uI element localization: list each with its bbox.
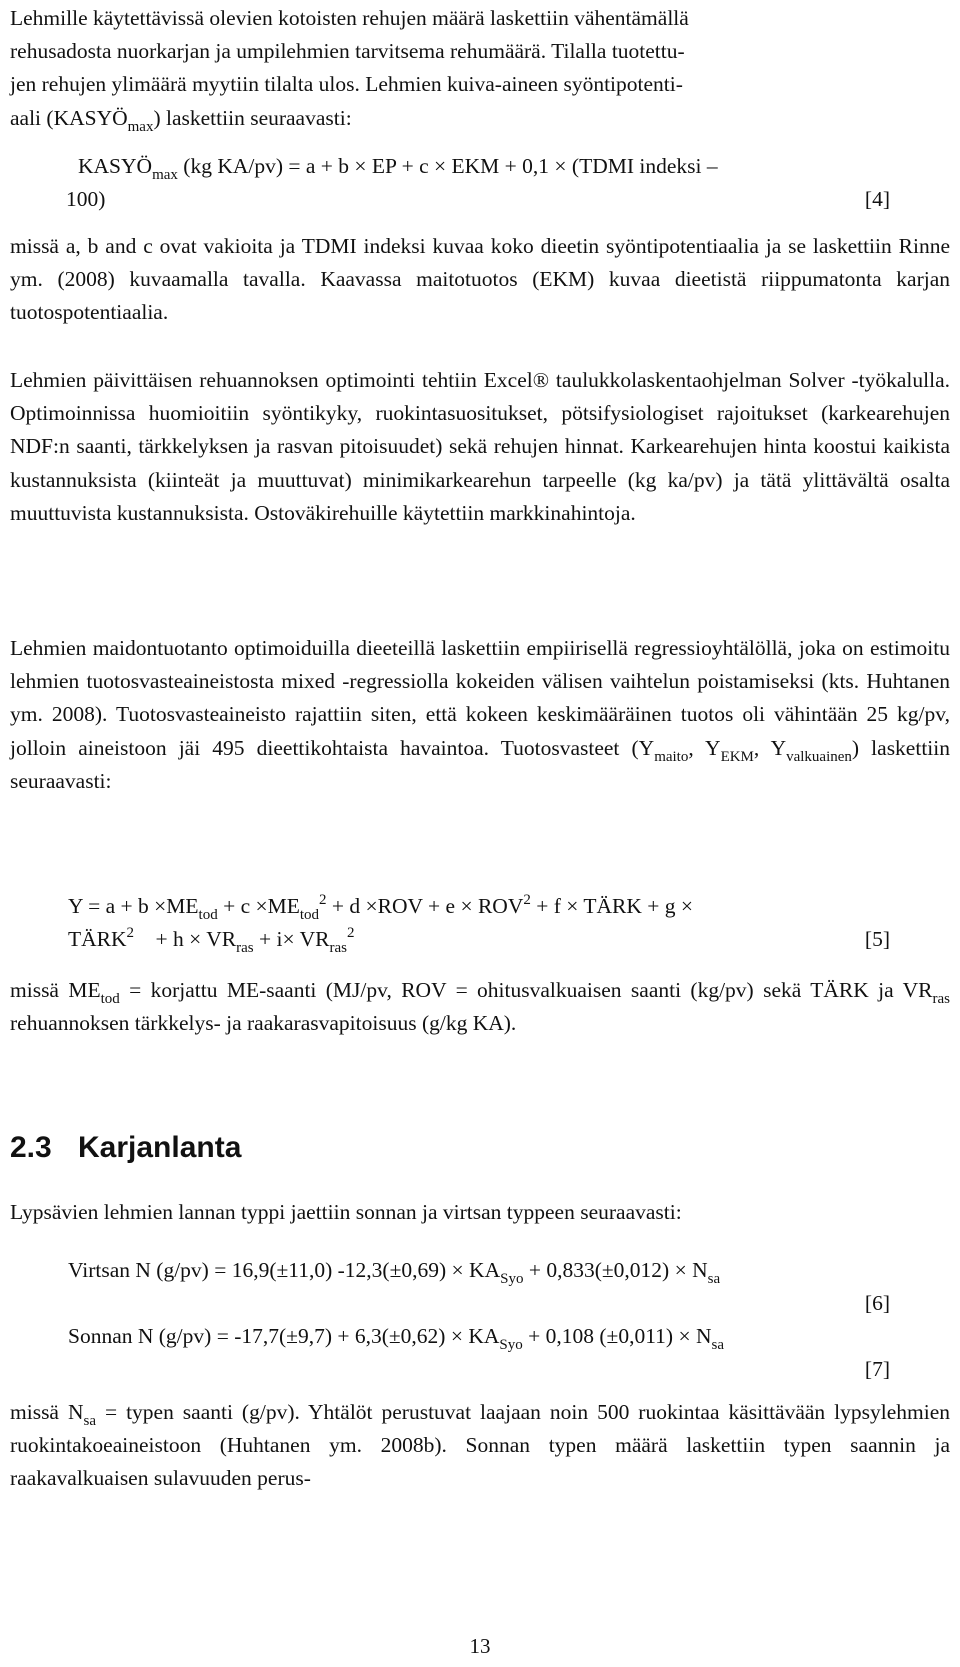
equation-7 — [68, 1320, 890, 1386]
subscript: maito — [654, 748, 689, 765]
paragraph-final — [10, 1396, 950, 1496]
text-fragment: missä N — [10, 1400, 84, 1424]
equation-7-line-2 — [68, 1353, 890, 1386]
equation-number: [6] — [864, 1291, 890, 1315]
superscript: 2 — [523, 892, 531, 908]
text-fragment: aali (KASYÖ — [10, 105, 128, 130]
subscript: valkuainen — [786, 748, 852, 765]
paragraph-after-eq4: missä a, b and c ovat vakioita ja TDMI indeksi kuvaa koko dieetin syöntipotentiaalia ja se laskettiin Rinne ym. (2008) kuvaamalla tavalla. Kaavassa maitotuotos (EKM) kuvaa dieetistä riippumatonta karjan tuotospotentiaalia. — [10, 234, 950, 325]
equation-number: [7] — [864, 1357, 890, 1381]
text-fragment: rehuannoksen tärkkelys- ja raakarasvapitoisuus (g/kg KA). — [10, 1011, 517, 1036]
equation-5 — [68, 890, 890, 956]
equation-4-line-1 — [10, 150, 890, 183]
text-fragment: Lehmien maidontuotanto optimoiduilla dieeteillä laskettiin empiirisellä regressioyhtälöllä, joka on estimoitu lehmien tuotosvasteaineistosta mixed -regressiolla kokeiden välisen vaihtelun poistamiseksi (kts. Huhtanen ym. 2008). Tuotosvasteaineisto rajattiin siten, että kokeen keskimääräinen tuotos oli vähintään 25 kg/pv, jolloin aineistoon jäi 495 dieettikohtaista havaintoa. Tuotosvasteet (Y — [10, 636, 950, 760]
paragraph-regression — [10, 632, 950, 798]
equation-7-line-1 — [68, 1320, 890, 1353]
intro-line-4 — [10, 102, 950, 135]
text-fragment: Sonnan N (g/pv) = -17,7(±9,7) + 6,3(±0,62) × KA — [68, 1324, 500, 1348]
subscript: EKM — [720, 748, 754, 765]
equation-6-line-1 — [68, 1254, 890, 1287]
text-fragment: + c ×ME — [217, 894, 300, 918]
text-fragment: , Y — [688, 735, 721, 760]
equation-4 — [10, 150, 890, 216]
text-fragment: 100) — [66, 187, 106, 211]
subscript: max — [152, 167, 178, 183]
subscript: ras — [329, 940, 347, 956]
equation-number: [5] — [864, 927, 890, 951]
text-fragment: Virtsan N (g/pv) = 16,9(±11,0) -12,3(±0,69) × KA — [68, 1258, 501, 1282]
text-fragment: + h × VR — [134, 927, 237, 951]
text-fragment: = korjattu ME-saanti (MJ/pv, ROV = ohitusvalkuaisen saanti (kg/pv) sekä TÄRK ja VR — [119, 978, 933, 1002]
superscript: 2 — [319, 892, 327, 908]
intro-line-1: Lehmille käytettävissä olevien kotoisten rehujen määrä laskettiin vähentämällä — [10, 6, 689, 30]
text-fragment: (kg KA/pv) = a + b × EP + c × EKM + 0,1 × (TDMI indeksi – — [177, 154, 718, 178]
equation-4-line-2 — [10, 183, 890, 216]
intro-line-3: jen rehujen ylimäärä myytiin tilalta ulos. Lehmien kuiva-aineen syöntipotenti- — [10, 72, 683, 97]
superscript: 2 — [126, 925, 135, 941]
text-fragment: + 0,108 (±0,011) × N — [522, 1324, 712, 1348]
subscript: Syo — [500, 1271, 524, 1287]
text-fragment: ) laskettiin seuraavasti: — [10, 735, 950, 793]
equation-6-line-2 — [68, 1287, 890, 1320]
paragraph-after-eq5 — [10, 974, 950, 1040]
subscript: tod — [100, 991, 120, 1007]
equation-5-line-2 — [68, 923, 890, 956]
subscript: sa — [707, 1271, 721, 1287]
text-fragment: + 0,833(±0,012) × N — [523, 1258, 708, 1282]
paragraph-manure: Lypsävien lehmien lannan typpi jaettiin sonnan ja virtsan typpeen seuraavasti: — [10, 1200, 682, 1224]
text-fragment: Y = a + b ×ME — [68, 894, 199, 918]
page-number: 13 — [469, 1634, 491, 1658]
section-number: 2.3 — [10, 1131, 52, 1164]
text-fragment: + f × TÄRK + g × — [530, 894, 694, 918]
paragraph-intro — [10, 2, 950, 135]
subscript: ras — [236, 940, 254, 956]
subscript: sa — [711, 1337, 724, 1353]
section-title: Karjanlanta — [78, 1131, 242, 1164]
subscript: sa — [83, 1413, 96, 1429]
text-fragment: = typen saanti (g/pv). Yhtälöt perustuvat laajaan noin 500 ruokintaa käsittävään lypsylehmien ruokintakoeaineistoon (Huhtanen ym. 2008b). Sonnan typen määrä laskettiin typen saannin ja raakavalkuaisen sulavuuden perus- — [10, 1400, 951, 1491]
subscript: tod — [198, 907, 218, 923]
equation-5-line-1 — [68, 890, 890, 923]
subscript: ras — [932, 991, 950, 1007]
text-fragment: , Y — [753, 735, 787, 760]
text-fragment: missä ME — [10, 978, 101, 1002]
superscript: 2 — [346, 925, 355, 941]
subscript: tod — [299, 907, 320, 923]
equation-6 — [68, 1254, 890, 1320]
equation-number: [4] — [864, 187, 890, 211]
text-fragment: TÄRK — [68, 927, 127, 951]
text-fragment: KASYÖ — [78, 154, 153, 178]
text-fragment: + i× VR — [253, 927, 330, 951]
intro-line-2: rehusadosta nuorkarjan ja umpilehmien tarvitsema rehumäärä. Tilalla tuotettu- — [10, 39, 685, 64]
text-fragment: + d ×ROV + e × ROV — [326, 894, 524, 918]
subscript: Syo — [499, 1337, 523, 1353]
text-fragment: ) laskettiin seuraavasti: — [153, 105, 352, 130]
paragraph-solver: Lehmien päivittäisen rehuannoksen optimointi tehtiin Excel® taulukkolaskentaohjelman Solver -työkalulla. Optimoinnissa huomioitiin syöntikyky, ruokintasuositukset, pötsifysiologiset rajoitukset (karkearehujen NDF:n saanti, tärkkelyksen ja rasvan pitoisuudet) sekä rehujen hinnat. Karkearehujen hinta koostui kaikista kustannuksista (kiinteät ja muuttuvat) minimikarkearehun tarpeelle (kg ka/pv) ja tätä ylittävältä osalta muuttuvista kustannuksista. Ostoväkirehuille käytettiin markkinahintoja. — [10, 368, 950, 525]
section-heading — [10, 1130, 241, 1166]
subscript: max — [127, 118, 154, 135]
